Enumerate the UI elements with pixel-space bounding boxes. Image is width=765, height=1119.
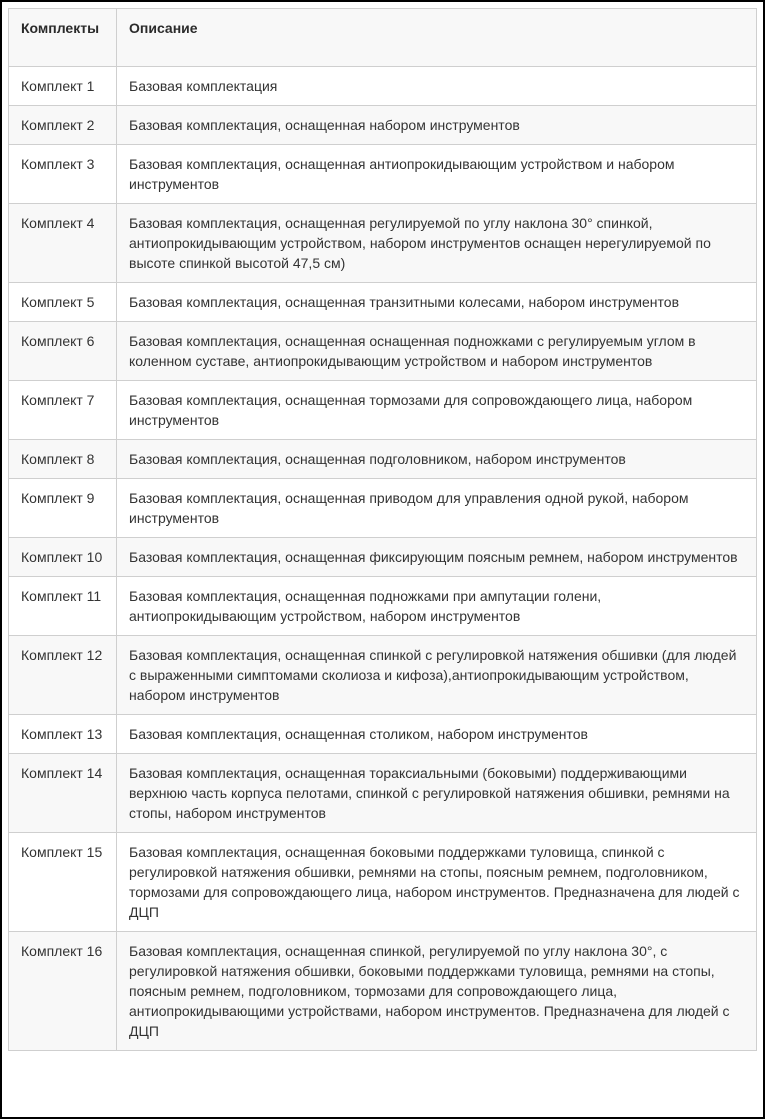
table-row — [9, 283, 757, 322]
table-row — [9, 322, 757, 381]
description-cell: Базовая комплектация, оснащенная подголовником, набором инструментов — [117, 440, 757, 479]
kit-cell: Комплект 4 — [9, 204, 117, 283]
description-cell: Базовая комплектация, оснащенная набором инструментов — [117, 106, 757, 145]
table-row — [9, 145, 757, 204]
kit-cell: Комплект 5 — [9, 283, 117, 322]
description-cell: Базовая комплектация, оснащенная оснащенная подножками с регулируемым углом в коленном суставе, антиопрокидывающим устройством и набором инструментов — [117, 322, 757, 381]
kit-cell: Комплект 15 — [9, 833, 117, 932]
table-body — [9, 67, 757, 1051]
description-cell: Базовая комплектация, оснащенная регулируемой по углу наклона 30° спинкой, антиопрокидывающим устройством, набором инструментов оснащен нерегулируемой по высоте спинкой высотой 47,5 см) — [117, 204, 757, 283]
description-cell: Базовая комплектация, оснащенная тормозами для сопровождающего лица, набором инструментов — [117, 381, 757, 440]
description-cell: Базовая комплектация, оснащенная тораксиальными (боковыми) поддерживающими верхнюю часть корпуса пелотами, спинкой с регулировкой натяжения обшивки, ремнями на стопы, набором инструментов — [117, 754, 757, 833]
description-column-header: Описание — [117, 9, 757, 67]
description-cell: Базовая комплектация, оснащенная транзитными колесами, набором инструментов — [117, 283, 757, 322]
table-row — [9, 636, 757, 715]
kit-cell: Комплект 7 — [9, 381, 117, 440]
kit-column-header: Комплекты — [9, 9, 117, 67]
table-row — [9, 754, 757, 833]
kit-cell: Комплект 6 — [9, 322, 117, 381]
kit-cell: Комплект 10 — [9, 538, 117, 577]
table-row — [9, 67, 757, 106]
kit-cell: Комплект 12 — [9, 636, 117, 715]
table-row — [9, 204, 757, 283]
table-row — [9, 440, 757, 479]
table-row — [9, 538, 757, 577]
table-row — [9, 381, 757, 440]
description-cell: Базовая комплектация, оснащенная спинкой, регулируемой по углу наклона 30°, с регулировкой натяжения обшивки, боковыми поддержками туловища, ремнями на стопы, поясным ремнем, подголовником, тормозами для сопровождающего лица, антиопрокидывающими устройствами, набором инструментов. Предназначена для людей с ДЦП — [117, 932, 757, 1051]
description-cell: Базовая комплектация, оснащенная антиопрокидывающим устройством и набором инструментов — [117, 145, 757, 204]
kit-cell: Комплект 3 — [9, 145, 117, 204]
kit-cell: Комплект 14 — [9, 754, 117, 833]
kit-cell: Комплект 13 — [9, 715, 117, 754]
description-cell: Базовая комплектация, оснащенная столиком, набором инструментов — [117, 715, 757, 754]
table-row — [9, 577, 757, 636]
table-row — [9, 833, 757, 932]
description-cell: Базовая комплектация — [117, 67, 757, 106]
description-cell: Базовая комплектация, оснащенная фиксирующим поясным ремнем, набором инструментов — [117, 538, 757, 577]
kits-table — [8, 8, 757, 1051]
description-cell: Базовая комплектация, оснащенная спинкой с регулировкой натяжения обшивки (для людей с выраженными симптомами сколиоза и кифоза),антиопрокидывающим устройством, набором инструментов — [117, 636, 757, 715]
kit-cell: Комплект 1 — [9, 67, 117, 106]
table-row — [9, 479, 757, 538]
kit-cell: Комплект 2 — [9, 106, 117, 145]
kit-cell: Комплект 16 — [9, 932, 117, 1051]
kit-cell: Комплект 8 — [9, 440, 117, 479]
description-cell: Базовая комплектация, оснащенная подножками при ампутации голени, антиопрокидывающим устройством, набором инструментов — [117, 577, 757, 636]
table-row — [9, 715, 757, 754]
description-cell: Базовая комплектация, оснащенная боковыми поддержками туловища, спинкой с регулировкой натяжения обшивки, ремнями на стопы, поясным ремнем, подголовником, тормозами для сопровождающего лица, набором инструментов. Предназначена для людей с ДЦП — [117, 833, 757, 932]
description-cell: Базовая комплектация, оснащенная приводом для управления одной рукой, набором инструментов — [117, 479, 757, 538]
table-row — [9, 932, 757, 1051]
kit-cell: Комплект 11 — [9, 577, 117, 636]
kit-cell: Комплект 9 — [9, 479, 117, 538]
table-row — [9, 106, 757, 145]
table-header-row — [9, 9, 757, 67]
